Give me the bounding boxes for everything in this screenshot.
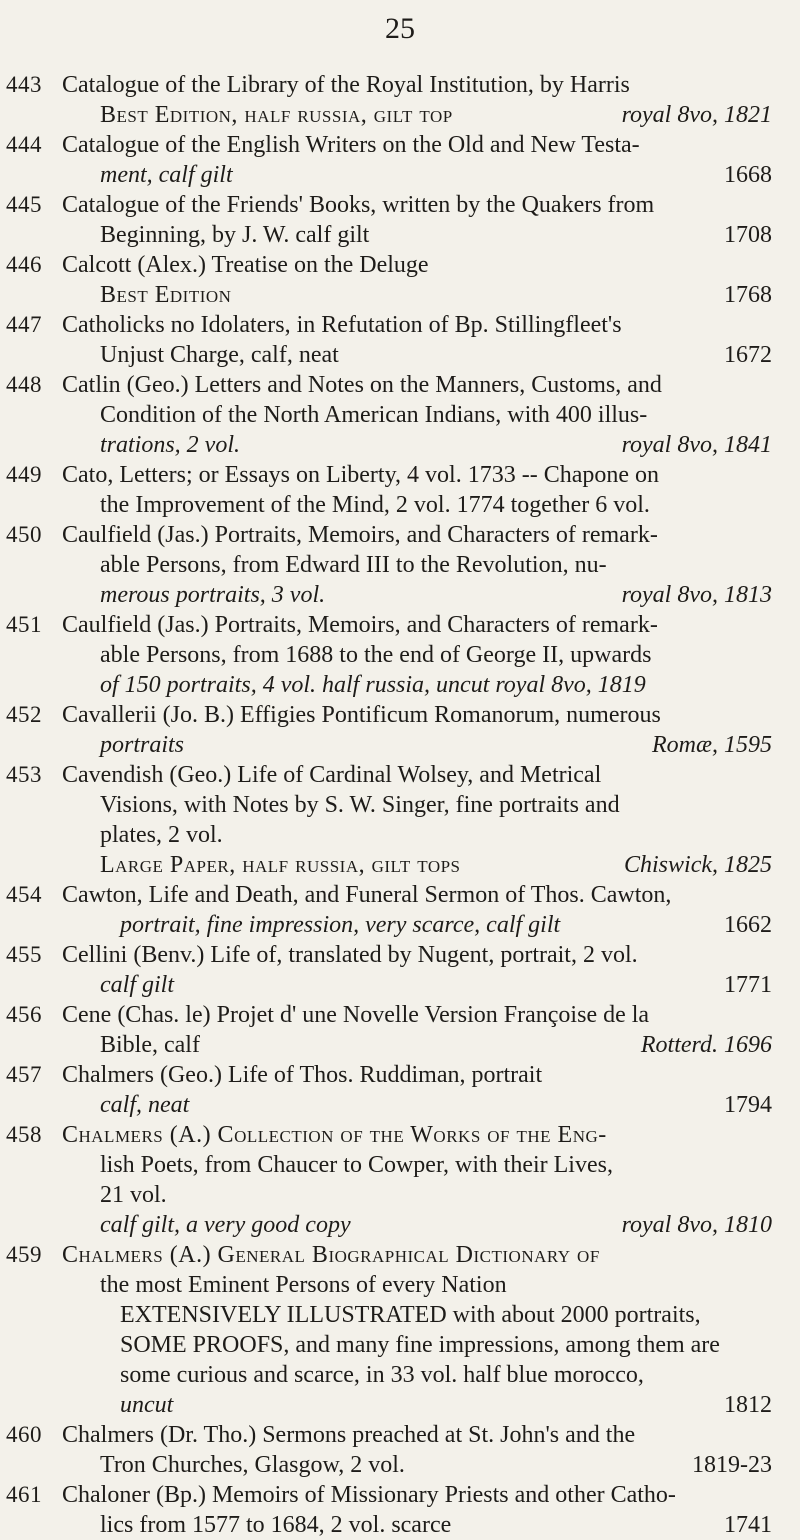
entry-date: 1794: [724, 1092, 772, 1118]
entry-details: Tron Churches, Glasgow, 2 vol.: [100, 1452, 405, 1478]
entry-details: Beginning, by J. W. calf gilt: [100, 222, 370, 248]
lot-number: 444: [6, 132, 42, 157]
entry-imprint: Romæ, 1595: [652, 732, 772, 758]
entry-title: Catalogue of the Friends' Books, written by the Quakers from: [62, 192, 655, 218]
catalogue-entry: [0, 1120, 800, 1240]
lot-number: 450: [6, 522, 42, 547]
entry-details: Bible, calf: [100, 1032, 200, 1058]
lot-number: 446: [6, 252, 42, 277]
catalogue-entry: [0, 250, 800, 310]
entry-details: Unjust Charge, calf, neat: [100, 342, 339, 368]
entry-details: portraits: [100, 732, 185, 758]
lot-number: 454: [6, 882, 42, 907]
catalogue-entry: [0, 130, 800, 190]
entry-imprint: royal 8vo, 1810: [621, 1212, 772, 1238]
lot-number: 452: [6, 702, 42, 727]
entry-continuation: the Improvement of the Mind, 2 vol. 1774 together 6 vol.: [100, 492, 650, 518]
lot-number: 458: [6, 1122, 42, 1147]
entry-date: 1768: [724, 282, 772, 308]
entry-details: lics from 1577 to 1684, 2 vol. scarce: [100, 1512, 452, 1538]
catalogue-entry: [0, 190, 800, 250]
lot-number: 459: [6, 1242, 42, 1267]
catalogue-entry: [0, 1480, 800, 1540]
entry-continuation: able Persons, from Edward III to the Revolution, nu-: [100, 552, 607, 578]
catalogue-entry: [0, 940, 800, 1000]
lot-number: 453: [6, 762, 42, 787]
lot-number: 448: [6, 372, 42, 397]
lot-number: 449: [6, 462, 42, 487]
entry-continuation: 21 vol.: [100, 1182, 167, 1208]
entry-title: Chaloner (Bp.) Memoirs of Missionary Priests and other Catho-: [62, 1482, 676, 1508]
catalogue-entry: [0, 880, 800, 940]
lot-number: 443: [6, 72, 42, 97]
entry-title: Caulfield (Jas.) Portraits, Memoirs, and Characters of remark-: [62, 612, 658, 638]
lot-number: 461: [6, 1482, 42, 1507]
lot-number: 457: [6, 1062, 42, 1087]
entry-imprint: royal 8vo, 1813: [621, 582, 772, 608]
entry-details: merous portraits, 3 vol.: [100, 582, 326, 608]
entry-title: Catalogue of the English Writers on the Old and New Testa-: [62, 132, 640, 158]
entry-details: calf gilt: [100, 972, 174, 998]
catalogue-entry: [0, 70, 800, 130]
entry-imprint: Chiswick, 1825: [624, 852, 772, 878]
entry-details: ment, calf gilt: [100, 162, 233, 188]
entry-title: Chalmers (A.) General Biographical Dictionary of: [62, 1242, 600, 1268]
entry-details: Best Edition, half russia, gilt top: [100, 102, 453, 128]
entry-details: portrait, fine impression, very scarce, calf gilt: [120, 912, 561, 938]
page-number: 25: [385, 12, 415, 45]
entry-continuation: Condition of the North American Indians, with 400 illus-: [100, 402, 648, 428]
entry-details: Best Edition: [100, 282, 232, 308]
entry-date: 1672: [724, 342, 772, 368]
catalogue-entry: [0, 1000, 800, 1060]
catalogue-entry: [0, 1420, 800, 1480]
entry-title: Cavallerii (Jo. B.) Effigies Pontificum Romanorum, numerous: [62, 702, 661, 728]
entry-title: Caulfield (Jas.) Portraits, Memoirs, and Characters of remark-: [62, 522, 658, 548]
entry-title: Catalogue of the Library of the Royal Institution, by Harris: [62, 72, 630, 98]
entry-details: Large Paper, half russia, gilt tops: [100, 852, 461, 878]
lot-number: 456: [6, 1002, 42, 1027]
entry-continuation: able Persons, from 1688 to the end of George II, upwards: [100, 642, 652, 668]
entry-continuation: some curious and scarce, in 33 vol. half blue morocco,: [120, 1362, 644, 1388]
entry-title: Cene (Chas. le) Projet d' une Novelle Version Françoise de la: [62, 1002, 650, 1028]
catalogue-entry: [0, 700, 800, 760]
entry-title: Calcott (Alex.) Treatise on the Deluge: [62, 252, 429, 278]
entry-date: 1741: [724, 1512, 772, 1538]
catalogue-entry: [0, 460, 800, 520]
entry-title: Cavendish (Geo.) Life of Cardinal Wolsey, and Metrical: [62, 762, 602, 788]
entry-date: 1812: [724, 1392, 772, 1418]
entry-details: of 150 portraits, 4 vol. half russia, uncut royal 8vo, 1819: [100, 672, 646, 698]
entry-title: Chalmers (Geo.) Life of Thos. Ruddiman, portrait: [62, 1062, 543, 1088]
catalogue-entry: [0, 1060, 800, 1120]
entry-title: Chalmers (A.) Collection of the Works of the Eng-: [62, 1122, 607, 1148]
lot-number: 447: [6, 312, 42, 337]
entry-imprint: royal 8vo, 1841: [621, 432, 772, 458]
catalogue-entry: [0, 520, 800, 610]
entry-date: 1771: [724, 972, 772, 998]
entry-continuation: SOME PROOFS, and many fine impressions, among them are: [120, 1332, 720, 1358]
entry-details: calf, neat: [100, 1092, 190, 1118]
catalogue-entry: [0, 610, 800, 700]
catalogue-entry: [0, 310, 800, 370]
lot-number: 451: [6, 612, 42, 637]
entry-title: Cato, Letters; or Essays on Liberty, 4 vol. 1733 -- Chapone on: [62, 462, 659, 488]
entry-date: 1662: [724, 912, 772, 938]
entry-imprint: Rotterd. 1696: [640, 1032, 772, 1058]
entry-continuation: EXTENSIVELY ILLUSTRATED with about 2000 portraits,: [120, 1302, 701, 1328]
catalogue-entry: [0, 760, 800, 880]
entry-details: uncut: [120, 1392, 174, 1418]
entry-title: Chalmers (Dr. Tho.) Sermons preached at St. John's and the: [62, 1422, 636, 1448]
lot-number: 455: [6, 942, 42, 967]
entry-continuation: plates, 2 vol.: [100, 822, 223, 848]
entry-title: Catholicks no Idolaters, in Refutation of Bp. Stillingfleet's: [62, 312, 622, 338]
entry-details: calf gilt, a very good copy: [100, 1212, 351, 1238]
catalogue-entry: [0, 1240, 800, 1420]
lot-number: 445: [6, 192, 42, 217]
entry-date: 1668: [724, 162, 772, 188]
lot-number: 460: [6, 1422, 42, 1447]
entry-continuation: lish Poets, from Chaucer to Cowper, with their Lives,: [100, 1152, 613, 1178]
entry-title: Cellini (Benv.) Life of, translated by Nugent, portrait, 2 vol.: [62, 942, 638, 968]
entry-continuation: Visions, with Notes by S. W. Singer, fine portraits and: [100, 792, 620, 818]
entry-title: Catlin (Geo.) Letters and Notes on the Manners, Customs, and: [62, 372, 662, 398]
entry-date: 1819-23: [692, 1452, 772, 1478]
entry-date: 1708: [724, 222, 772, 248]
entry-imprint: royal 8vo, 1821: [621, 102, 772, 128]
entry-continuation: the most Eminent Persons of every Nation: [100, 1272, 507, 1298]
catalogue-entries: [0, 70, 800, 1540]
catalogue-entry: [0, 370, 800, 460]
entry-details: trations, 2 vol.: [100, 432, 241, 458]
entry-title: Cawton, Life and Death, and Funeral Sermon of Thos. Cawton,: [62, 882, 672, 908]
